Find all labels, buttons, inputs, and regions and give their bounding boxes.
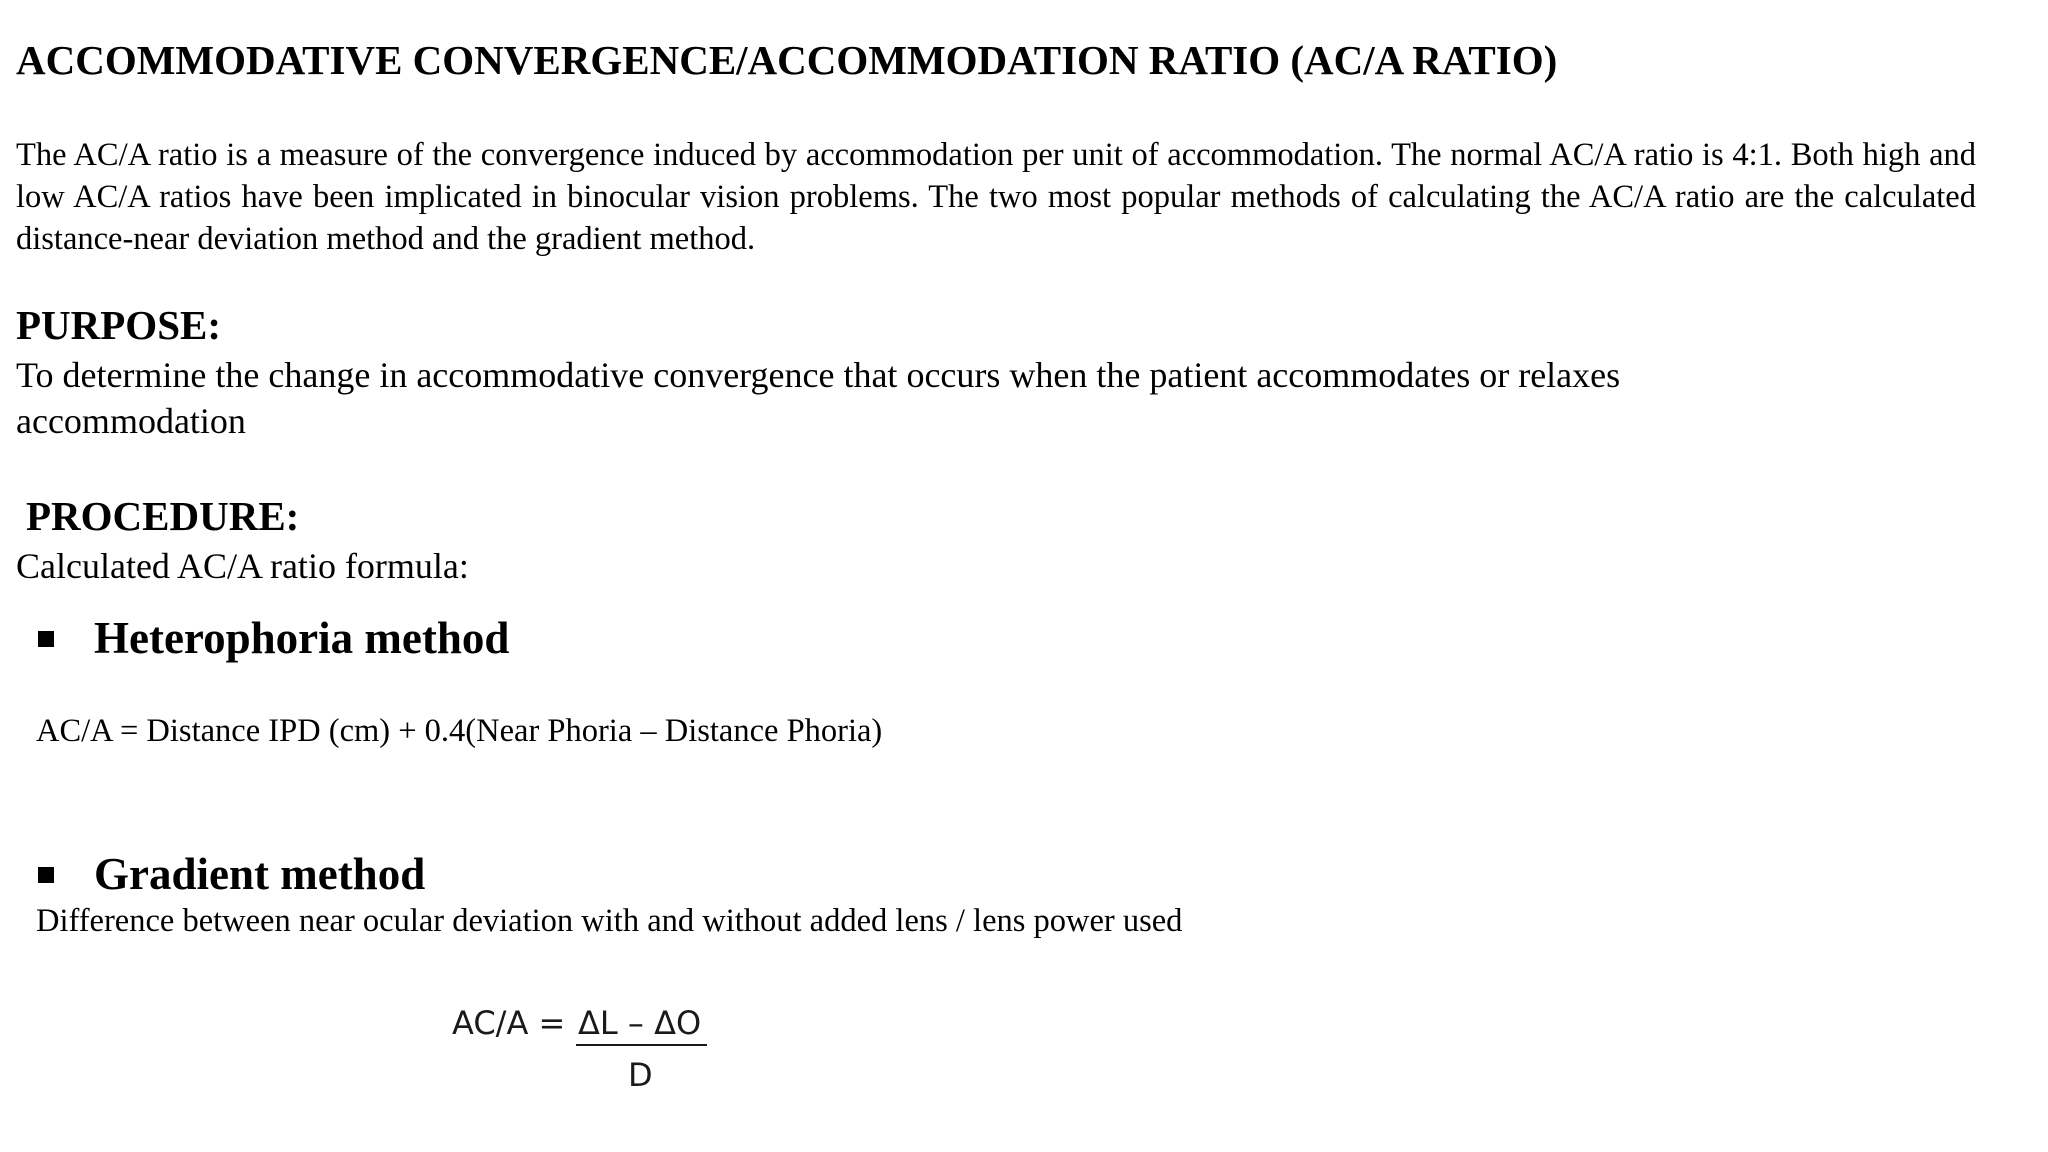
page-title: ACCOMMODATIVE CONVERGENCE/ACCOMMODATION RATIO (AC/A RATIO) — [16, 37, 1558, 83]
gradient-formula-numerator: ΔL – ΔO — [576, 1004, 707, 1046]
heterophoria-method-title: Heterophoria method — [94, 613, 510, 663]
gradient-method-description: Difference between near ocular deviation with and without added lens / lens power used — [36, 903, 1183, 939]
gradient-formula-denominator: D — [628, 1056, 653, 1094]
intro-paragraph: The AC/A ratio is a measure of the convergence induced by accommodation per unit of accommodation. The normal AC/A ratio is 4:1. Both high and low AC/A ratios have been implicated in binocular vision problems. The two most popular methods of calculating the AC/A ratio are the calculated distance-near deviation method and the gradient method. — [16, 137, 1976, 257]
gradient-formula-lhs: AC/A = — [452, 1004, 566, 1042]
heterophoria-formula: AC/A = Distance IPD (cm) + 0.4(Near Phoria – Distance Phoria) — [36, 713, 883, 749]
bullet-square-icon — [38, 631, 54, 647]
gradient-method-title: Gradient method — [94, 849, 426, 899]
purpose-heading: PURPOSE: — [16, 302, 221, 348]
procedure-subheading: Calculated AC/A ratio formula: — [16, 546, 469, 586]
procedure-heading: PROCEDURE: — [26, 493, 300, 539]
bullet-square-icon — [38, 867, 54, 883]
purpose-text: To determine the change in accommodative convergence that occurs when the patient accommodates or relaxes accommodation — [16, 355, 1621, 441]
